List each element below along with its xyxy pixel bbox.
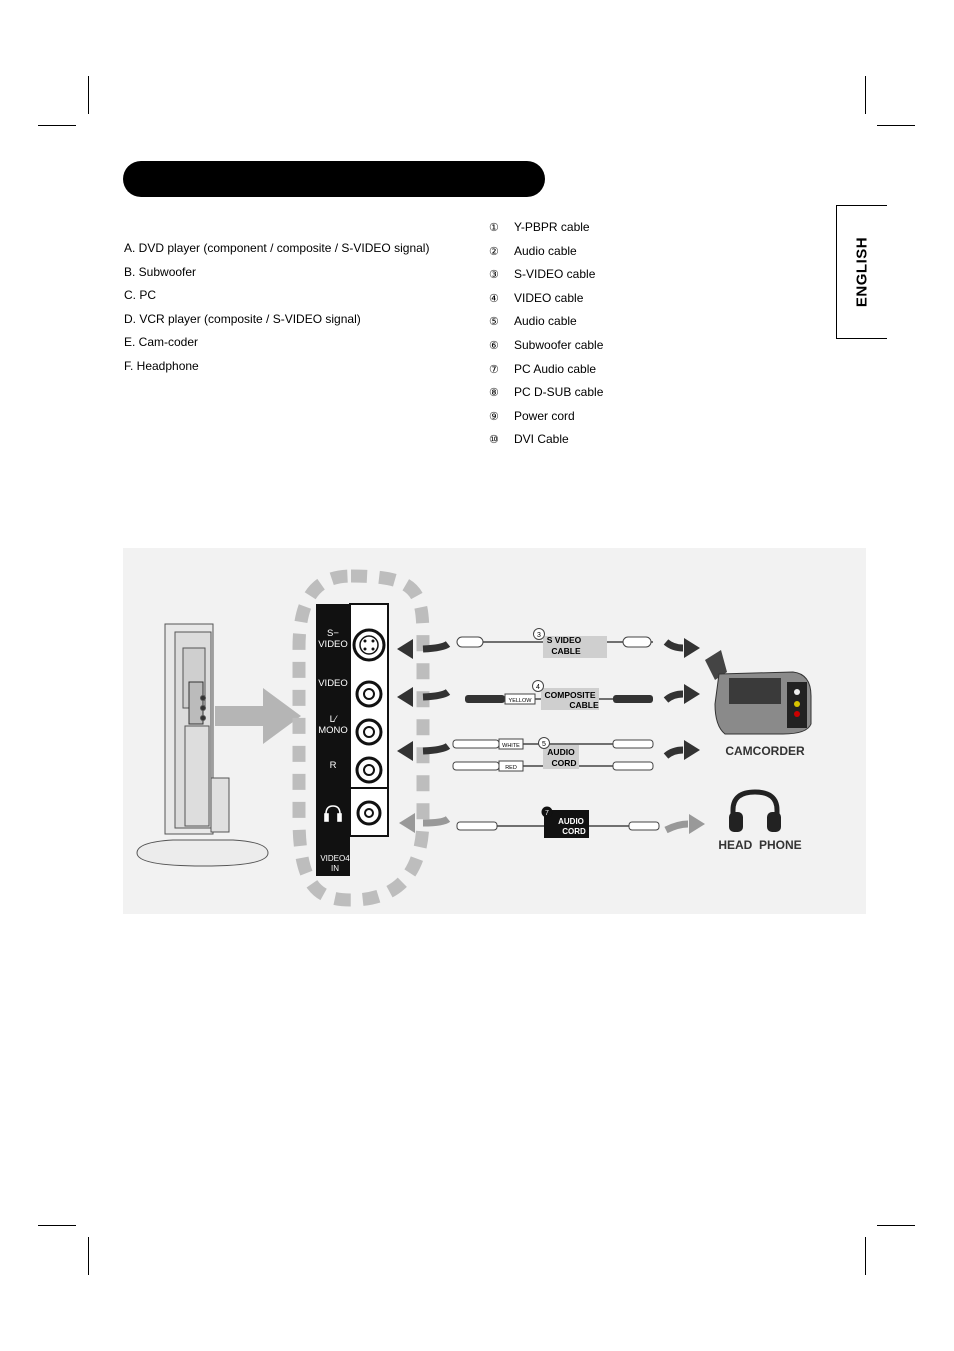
panel-label-lmono: L∕ (329, 714, 337, 725)
camcorder-label: CAMCORDER (725, 744, 805, 758)
device-item: A. DVD player (component / composite / S-VIDEO signal) (124, 241, 430, 255)
device-item: D. VCR player (composite / S-VIDEO signal) (124, 311, 361, 326)
plug-color-label: WHITE (502, 743, 520, 749)
panel-label-video: VIDEO (318, 678, 348, 689)
section-title-bar (123, 161, 545, 197)
output-arrows (666, 638, 705, 834)
cable-tag-label: CABLE (569, 700, 599, 710)
cable-label: DVI Cable (514, 432, 569, 447)
device-item: C. PC (124, 288, 157, 302)
headphone-icon (729, 792, 781, 832)
cable-tag-label: CORD (562, 827, 586, 836)
cable-tag-label: COMPOSITE (544, 690, 596, 700)
cable-item (489, 384, 603, 408)
crop-mark (88, 76, 89, 114)
svideo-jack (354, 630, 384, 660)
cable-number: ⑤ (489, 316, 499, 329)
cable-item (489, 337, 603, 361)
device-list (124, 240, 429, 381)
device-item: E. Cam-coder (124, 335, 199, 349)
panel-label-lmono: MONO (318, 725, 348, 736)
connection-diagram (123, 548, 866, 914)
cable-label: Subwoofer cable (514, 337, 604, 352)
cable-item (489, 266, 603, 290)
cable-item (489, 361, 603, 385)
plug-color-label: RED (505, 765, 517, 771)
device-item: F. Headphone (124, 358, 199, 373)
cable-item (489, 313, 603, 337)
cable-item (489, 290, 603, 314)
panel-label-in: VIDEO4 (320, 854, 350, 863)
connection-diagram-svg (123, 548, 866, 914)
cable-number: ⑥ (489, 339, 499, 352)
cable-number: ⑦ (489, 363, 499, 376)
panel-label-in: IN (331, 864, 339, 873)
panel-label-r: R (329, 760, 337, 771)
crop-mark (877, 125, 915, 126)
crop-mark (877, 1225, 915, 1226)
cable-number: ① (489, 222, 499, 234)
tv-side-view (137, 624, 268, 866)
camcorder-icon (705, 650, 811, 734)
cable-num: 7 (545, 810, 549, 817)
cable-num: 5 (542, 741, 546, 748)
cable-label: S-VIDEO cable (514, 267, 596, 282)
cable-item (489, 243, 603, 267)
cable-num: 3 (537, 632, 541, 639)
cable-list (489, 219, 603, 455)
cable-tag-label: S VIDEO (546, 635, 582, 645)
cable-label: Power cord (514, 408, 575, 423)
cable-tag-label: CORD (551, 758, 577, 768)
cable-label: Audio cable (514, 314, 577, 329)
crop-mark (38, 1225, 76, 1226)
cable-item (489, 408, 603, 432)
plug-color-label: YELLOW (508, 698, 532, 704)
cable-label: VIDEO cable (514, 290, 584, 305)
cable-tag-label: AUDIO (558, 817, 584, 826)
cable-label: Audio cable (514, 243, 577, 258)
crop-mark (865, 1237, 866, 1275)
cable-item (489, 219, 603, 243)
crop-mark (865, 76, 866, 114)
device-item: B. Subwoofer (124, 264, 197, 279)
cable-number: ⑨ (489, 410, 499, 423)
headphone-label: HEAD PHONE (718, 838, 802, 852)
crop-mark (88, 1237, 89, 1275)
cable-number: ⑧ (489, 387, 499, 400)
cable-number: ④ (489, 292, 499, 305)
cable-number: ③ (489, 269, 499, 282)
cable-tag-label: CABLE (551, 646, 581, 656)
crop-mark (38, 125, 76, 126)
cable-label: PC Audio cable (514, 361, 597, 376)
cable-number: ⑩ (489, 434, 499, 447)
cable-tag-label: AUDIO (547, 747, 575, 757)
cable-number: ② (489, 245, 499, 258)
cable-item (489, 431, 603, 455)
panel-label-svideo: VIDEO (318, 639, 348, 650)
cable-label: PC D-SUB cable (514, 385, 604, 400)
language-tab-label: ENGLISH (853, 236, 871, 308)
cable-num: 4 (536, 684, 540, 691)
zoom-arrow (215, 688, 301, 744)
panel-label-svideo: S− (327, 628, 339, 639)
language-tab (836, 205, 887, 339)
cable-label: Y-PBPR cable (514, 220, 590, 234)
